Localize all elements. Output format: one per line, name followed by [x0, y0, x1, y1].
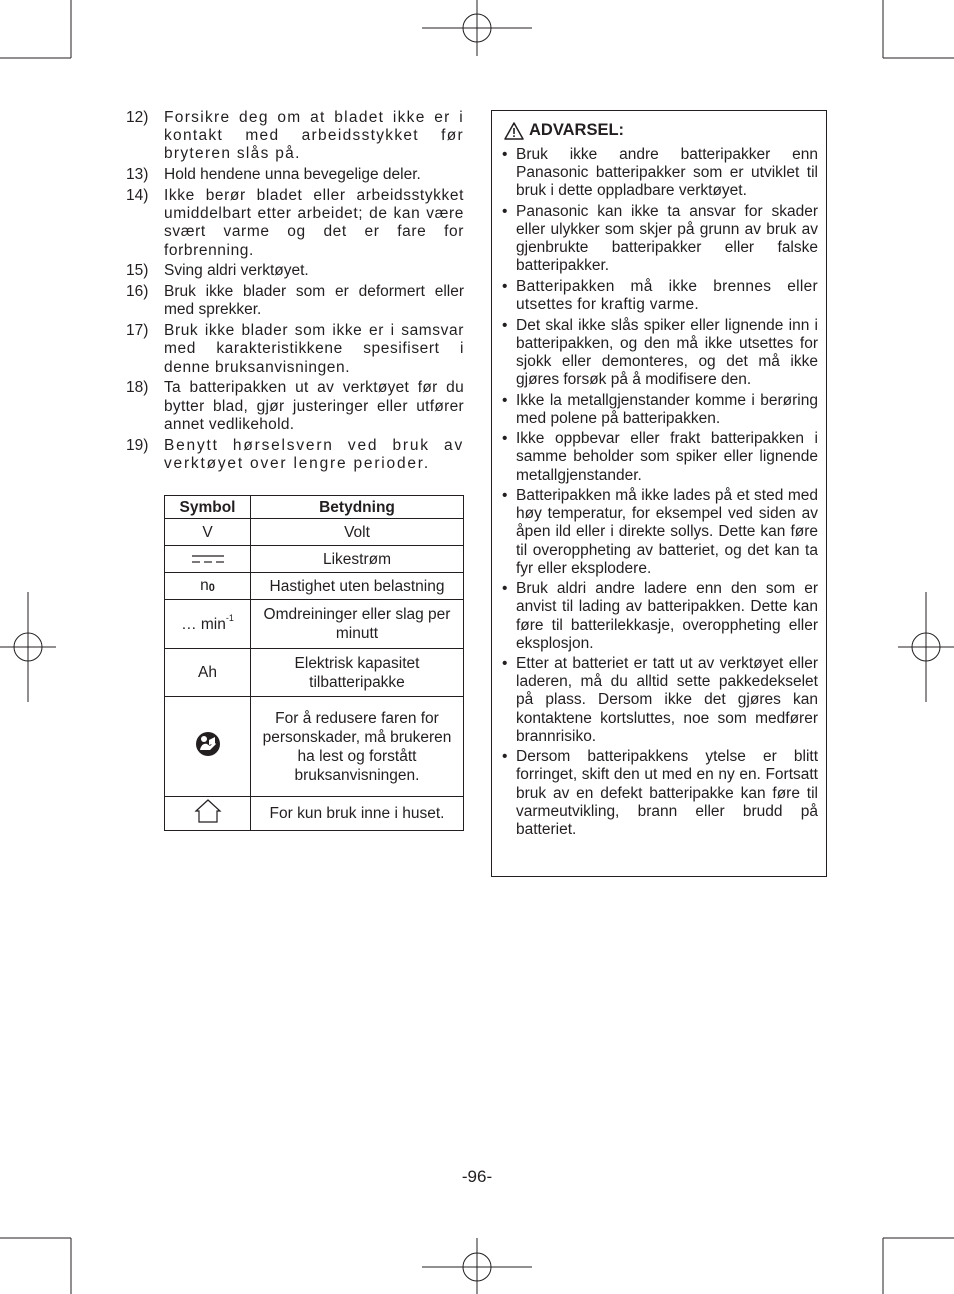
list-item: • Etter at batteriet er tatt ut av verktøyet eller laderen, må du alltid sette pakkedekselet på plass. Dersom ikke det gjøres kan kontaktene kortsluttes, noe som medfører brannrisiko.: [502, 655, 818, 745]
list-item: [126, 379, 464, 434]
read-manual-icon: [195, 731, 221, 757]
list-item: [126, 283, 464, 319]
item-text: Sving aldri verktøyet.: [164, 262, 309, 280]
symbol-per-minute: … $\min^{-1}$: [165, 600, 251, 649]
warning-title: ADVARSEL:: [529, 121, 625, 139]
warning-text: Etter at batteriet er tatt ut av verktøyet eller laderen, må du alltid sette pakkedekselet på plass. Dersom ikke det gjøres kan kontaktene kortsluttes, noe som medfører brannrisiko.: [516, 655, 818, 745]
item-number: 15): [126, 262, 149, 280]
item-number: 17): [126, 322, 149, 340]
table-row: [165, 797, 464, 831]
symbol-volt: V: [165, 519, 251, 546]
item-text: Ikke berør bladet eller arbeidsstykket umiddelbart etter arbeidet; de kan være svært varme og det er fare for forbrenning.: [164, 187, 464, 259]
item-number: 14): [126, 187, 149, 204]
warning-text: Dersom batteripakkens ytelse er blitt forringet, skift den ut med en ny en. Fortsatt bruk av en defekt batteripakke kan føre til varmeutvikling, brann eller brudd på batteriet.: [516, 748, 818, 838]
page-number: -96-: [461, 1167, 493, 1186]
list-item: [126, 109, 464, 164]
warning-text: Bruk ikke andre batteripakker enn Panasonic batteripakker som er utviklet til bruk i dette oppladbare verktøyet.: [516, 146, 818, 200]
table-row: [165, 697, 464, 797]
warning-text: Bruk aldri andre ladere enn den som er anvist til lading av batteripakken. Dette kan føre til batterilekkasje, overoppheting eller eksplosjon.: [516, 580, 818, 652]
warning-text: Batteripakken må ikke brennes eller utsettes for kraftig varme.: [516, 277, 818, 313]
list-item: [126, 166, 464, 184]
table-row: [165, 519, 464, 546]
list-item: • Dersom batteripakkens ytelse er blitt forringet, skift den ut med en ny en. Fortsatt bruk av en defekt batteripakke kan føre til varmeutvikling, brann eller brudd på batteriet.: [502, 748, 818, 838]
symbol-table: [164, 495, 464, 831]
item-number: 16): [126, 283, 149, 301]
warning-list: [502, 146, 818, 841]
list-item: [126, 322, 464, 377]
item-text: Hold hendene unna bevegelige deler.: [164, 166, 421, 184]
warning-text: Ikke oppbevar eller frakt batteripakken i samme beholder som spiker eller lignende metallgjenstander.: [516, 430, 818, 484]
column-header-meaning: Betydning: [251, 496, 464, 519]
warning-box: [491, 110, 827, 877]
warning-text: Det skal ikke slås spiker eller lignende inn i batteripakken, og den må ikke utsettes for sjokk eller demonteres, og det må ikke gjøres forsøk på å modifisere den.: [516, 316, 818, 388]
meaning-direct-current: Likestrøm: [251, 546, 464, 573]
warning-text: Ikke la metallgjenstander komme i berøring med polene på batteripakken.: [516, 391, 818, 427]
item-text: Bruk ikke blader som ikke er i samsvar med karakteristikkene spesifisert i denne bruksanvisningen.: [164, 322, 464, 376]
safety-instructions-list: [126, 109, 464, 476]
list-item: • Batteripakken må ikke lades på et sted med høy temperatur, for eksempel ved siden av åpen ild eller i direkte sollys. Dette kan føre til overoppheting av batteriet, og det kan ta fyr eller eksplodere.: [502, 487, 818, 577]
list-item: • Panasonic kan ikke ta ansvar for skader eller ulykker som skjer på grunn av bruk av gjenbrukte batteripakker eller falske batteripakker.: [502, 202, 818, 275]
column-header-symbol: Symbol: [165, 496, 251, 519]
symbol-no-load-speed: n0: [165, 573, 251, 600]
table-row: [165, 546, 464, 573]
list-item: • Ikke la metallgjenstander komme i berøring med polene på batteripakken.: [502, 391, 818, 427]
list-item: • Bruk ikke andre batteripakker enn Panasonic batteripakker som er utviklet til bruk i dette oppladbare verktøyet.: [502, 146, 818, 200]
meaning-volt: Volt: [251, 519, 464, 546]
item-text: Benytt hørselsvern ved bruk av verktøyet over lengre perioder.: [164, 436, 464, 472]
list-item: • Ikke oppbevar eller frakt batteripakken i samme beholder som spiker eller lignende metallgjenstander.: [502, 430, 818, 484]
warning-text: Panasonic kan ikke ta ansvar for skader eller ulykker som skjer på grunn av bruk av gjenbrukte batteripakker eller falske batteripakker.: [516, 202, 818, 275]
meaning-read-manual: For å redusere faren for personskader, må brukeren ha lest og forstått bruksanvisningen.: [251, 697, 464, 797]
list-item: • Bruk aldri andre ladere enn den som er anvist til lading av batteripakken. Dette kan føre til batterilekkasje, overoppheting eller eksplosjon.: [502, 580, 818, 652]
direct-current-icon: [191, 554, 225, 564]
item-number: 18): [126, 379, 149, 397]
warning-text: Batteripakken må ikke lades på et sted med høy temperatur, for eksempel ved siden av åpen ild eller i direkte sollys. Dette kan føre til overoppheting av batteriet, og det kan ta fyr eller eksplodere.: [516, 487, 818, 577]
indoor-use-house-icon: [194, 799, 222, 823]
table-row: [165, 573, 464, 600]
meaning-indoor-use: For kun bruk inne i huset.: [251, 797, 464, 831]
table-row: [165, 600, 464, 649]
symbol-ampere-hour: Ah: [165, 649, 251, 697]
item-text: Forsikre deg om at bladet ikke er i kontakt med arbeidsstykket før bryteren slås på.: [164, 109, 464, 163]
list-item: • Det skal ikke slås spiker eller lignende inn i batteripakken, og den må ikke utsettes for sjokk eller demonteres, og det må ikke gjøres forsøk på å modifisere den.: [502, 316, 818, 388]
warning-triangle-icon: [504, 122, 524, 140]
warning-heading: [504, 121, 624, 140]
list-item: • Batteripakken må ikke brennes eller utsettes for kraftig varme.: [502, 277, 818, 313]
meaning-no-load-speed: Hastighet uten belastning: [251, 573, 464, 600]
item-number: 13): [126, 166, 149, 184]
table-row: [165, 649, 464, 697]
item-number: 12): [126, 109, 149, 126]
meaning-per-minute: Omdreininger eller slag per minutt: [251, 600, 464, 649]
list-item: [126, 187, 464, 260]
item-text: Bruk ikke blader som er deformert eller med sprekker.: [164, 283, 464, 319]
list-item: [126, 437, 464, 473]
item-number: 19): [126, 436, 149, 454]
list-item: [126, 262, 464, 280]
item-text: Ta batteripakken ut av verktøyet før du bytter blad, gjør justeringer eller utfører annet vedlikehold.: [164, 379, 464, 433]
meaning-ampere-hour: Elektrisk kapasitet tilbatteripakke: [251, 649, 464, 697]
